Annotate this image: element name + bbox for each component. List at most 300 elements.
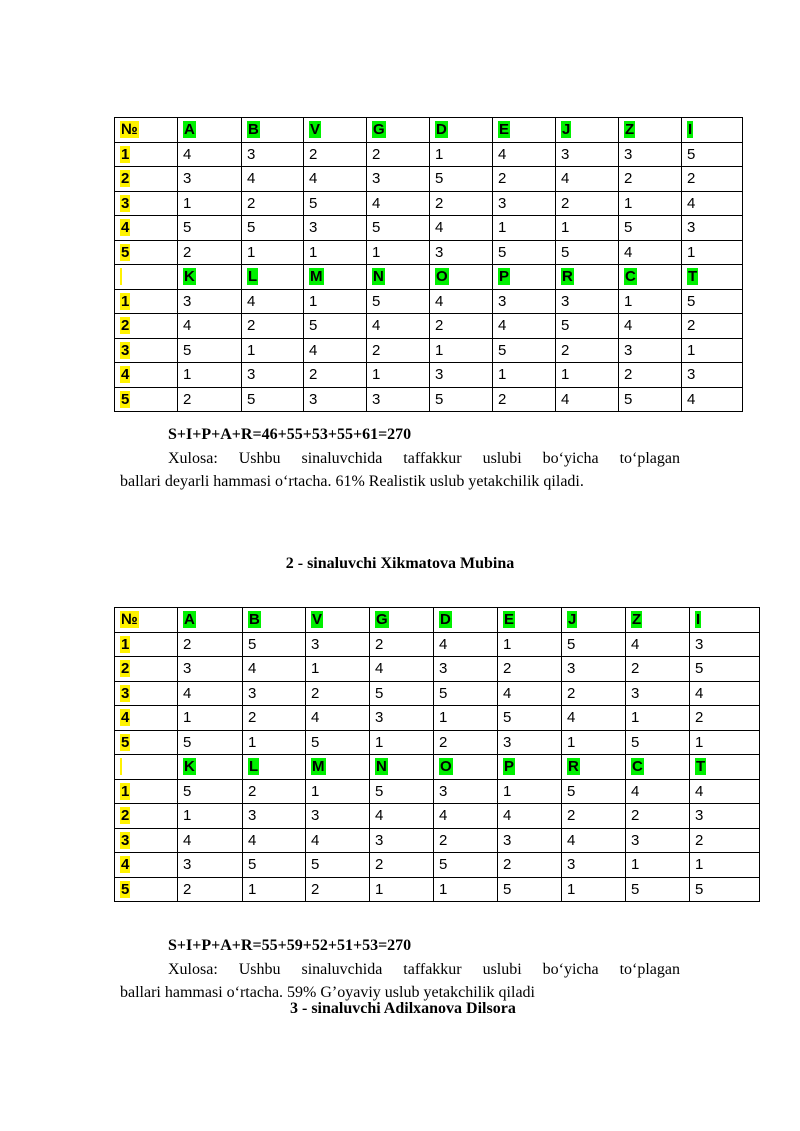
score-cell: 3	[556, 289, 619, 314]
row-number-cell	[115, 804, 178, 829]
score-cell: 1	[690, 853, 760, 878]
table-row	[115, 730, 760, 755]
column-letter: V	[310, 121, 321, 139]
score-cell: 4	[243, 828, 306, 853]
column-letter: B	[249, 611, 260, 629]
row-number-header: №	[121, 611, 138, 629]
score-cell: 1	[178, 191, 242, 216]
score-cell: 2	[556, 338, 619, 363]
score-cell: 5	[682, 289, 743, 314]
row-number-cell	[115, 828, 178, 853]
header-cell	[243, 755, 306, 780]
score-cell: 4	[556, 167, 619, 192]
row-number-cell	[115, 314, 178, 339]
score-cell: 4	[370, 804, 434, 829]
score-cell: 4	[304, 338, 367, 363]
header-cell	[556, 265, 619, 290]
column-letter: O	[440, 758, 452, 776]
score-cell: 4	[690, 779, 760, 804]
score-cell: 1	[367, 363, 430, 388]
score-cell: 2	[682, 314, 743, 339]
row-number: 4	[121, 219, 130, 237]
table-row	[115, 191, 743, 216]
conclusion-1	[120, 447, 680, 493]
table-row	[115, 167, 743, 192]
score-cell: 2	[493, 387, 556, 412]
score-cell: 3	[243, 681, 306, 706]
score-cell: 3	[430, 240, 493, 265]
score-cell: 3	[178, 167, 242, 192]
score-cell: 2	[430, 314, 493, 339]
score-cell: 3	[243, 804, 306, 829]
score-cell: 1	[370, 730, 434, 755]
score-cell: 1	[243, 877, 306, 902]
column-letter: C	[632, 758, 643, 776]
score-cell: 2	[619, 363, 682, 388]
score-cell: 2	[626, 804, 690, 829]
row-number: 2	[121, 660, 130, 678]
score-cell: 1	[619, 289, 682, 314]
row-number-cell	[115, 779, 178, 804]
row-number: 2	[121, 317, 130, 335]
row-number-cell	[115, 216, 178, 241]
score-cell: 3	[493, 289, 556, 314]
score-cell: 5	[243, 853, 306, 878]
header-cell	[178, 118, 242, 143]
score-cell: 2	[434, 730, 498, 755]
score-cell: 1	[367, 240, 430, 265]
score-cell: 4	[493, 314, 556, 339]
score-cell: 5	[619, 387, 682, 412]
score-formula-2: S+I+P+A+R=55+59+52+51+53=270	[168, 937, 412, 954]
header-cell	[306, 608, 370, 633]
header-cell	[242, 265, 304, 290]
score-cell: 4	[434, 804, 498, 829]
score-cell: 5	[243, 632, 306, 657]
score-cell: 4	[178, 681, 243, 706]
column-letter: R	[568, 758, 579, 776]
header-row	[115, 608, 760, 633]
score-cell: 4	[498, 681, 562, 706]
score-cell: 2	[367, 338, 430, 363]
row-number-header	[120, 758, 122, 775]
table-row	[115, 216, 743, 241]
score-cell: 4	[626, 632, 690, 657]
score-cell: 3	[178, 657, 243, 682]
score-cell: 4	[306, 828, 370, 853]
score-cell: 1	[178, 804, 243, 829]
score-cell: 3	[682, 363, 743, 388]
header-cell	[242, 118, 304, 143]
conclusion-1-line-2: ballari deyarli hammasi o‘rtacha. 61% Realistik uslub yetakchilik qiladi.	[120, 473, 584, 490]
score-cell: 3	[370, 828, 434, 853]
score-cell: 3	[178, 853, 243, 878]
column-letter: I	[696, 611, 701, 629]
score-cell: 1	[498, 632, 562, 657]
score-cell: 5	[434, 853, 498, 878]
score-cell: 4	[242, 289, 304, 314]
row-number-cell	[115, 240, 178, 265]
score-cell: 3	[367, 387, 430, 412]
score-cell: 1	[434, 706, 498, 731]
score-cell: 3	[619, 142, 682, 167]
score-cell: 5	[690, 657, 760, 682]
score-cell: 1	[434, 877, 498, 902]
header-cell	[498, 608, 562, 633]
score-cell: 1	[430, 338, 493, 363]
respondent-2-heading: 2 - sinaluvchi Xikmatova Mubina	[285, 555, 515, 572]
score-cell: 2	[498, 657, 562, 682]
score-cell: 1	[619, 191, 682, 216]
score-cell: 2	[690, 828, 760, 853]
table-row	[115, 387, 743, 412]
column-letter: T	[688, 268, 698, 286]
header-cell	[626, 755, 690, 780]
score-cell: 3	[367, 167, 430, 192]
row-number-cell	[115, 387, 178, 412]
column-letter: R	[562, 268, 573, 286]
header-cell	[493, 118, 556, 143]
row-number: 5	[121, 390, 130, 408]
table-row	[115, 706, 760, 731]
row-number: 5	[121, 733, 130, 751]
header-cell	[690, 755, 760, 780]
score-formula-1: S+I+P+A+R=46+55+53+55+61=270	[168, 426, 412, 443]
score-cell: 5	[434, 681, 498, 706]
score-cell: 5	[562, 632, 626, 657]
score-cell: 3	[498, 828, 562, 853]
score-cell: 4	[304, 167, 367, 192]
column-letter: P	[499, 268, 510, 286]
score-cell: 2	[690, 706, 760, 731]
column-letter: L	[248, 268, 258, 286]
row-number-header	[120, 268, 122, 285]
score-cell: 4	[178, 142, 242, 167]
row-number: 1	[121, 292, 130, 310]
score-cell: 2	[493, 167, 556, 192]
column-letter: G	[376, 611, 388, 629]
conclusion-1-line-1: Xulosa: Ushbu sinaluvchida taffakkur uslubi bo‘yicha to‘plagan	[168, 450, 680, 467]
column-letter: K	[184, 268, 195, 286]
score-cell: 4	[493, 142, 556, 167]
column-letter: A	[184, 611, 195, 629]
score-cell: 1	[370, 877, 434, 902]
score-cell: 2	[306, 681, 370, 706]
score-cell: 5	[367, 216, 430, 241]
score-cell: 1	[493, 216, 556, 241]
row-number: 5	[121, 880, 130, 898]
column-letter: P	[504, 758, 515, 776]
score-cell: 1	[626, 853, 690, 878]
header-cell	[367, 118, 430, 143]
table-row	[115, 338, 743, 363]
table-row	[115, 681, 760, 706]
score-cell: 3	[430, 363, 493, 388]
score-cell: 3	[556, 142, 619, 167]
score-cell: 3	[562, 853, 626, 878]
score-cell: 1	[178, 363, 242, 388]
score-cell: 4	[682, 191, 743, 216]
score-cell: 5	[304, 314, 367, 339]
score-cell: 4	[562, 828, 626, 853]
score-cell: 3	[626, 828, 690, 853]
header-cell	[178, 265, 242, 290]
conclusion-2-line-1: Xulosa: Ushbu sinaluvchida taffakkur uslubi bo‘yicha to‘plagan	[168, 961, 680, 978]
row-number-cell	[115, 363, 178, 388]
score-cell: 3	[178, 289, 242, 314]
score-cell: 5	[626, 877, 690, 902]
score-cell: 2	[367, 142, 430, 167]
row-number-cell	[115, 730, 178, 755]
score-cell: 3	[690, 632, 760, 657]
row-number-header: №	[121, 121, 138, 139]
column-letter: B	[248, 121, 259, 139]
header-cell	[304, 265, 367, 290]
header-cell	[115, 265, 178, 290]
table-row	[115, 828, 760, 853]
score-cell: 3	[562, 657, 626, 682]
score-cell: 3	[242, 142, 304, 167]
score-cell: 2	[178, 387, 242, 412]
score-cell: 5	[556, 314, 619, 339]
score-cell: 5	[430, 387, 493, 412]
header-cell	[562, 755, 626, 780]
score-cell: 5	[619, 216, 682, 241]
score-cell: 5	[178, 730, 243, 755]
conclusion-2	[120, 958, 680, 1004]
row-number-cell	[115, 289, 178, 314]
row-number: 3	[121, 684, 130, 702]
score-cell: 4	[243, 657, 306, 682]
score-cell: 1	[690, 730, 760, 755]
score-cell: 4	[434, 632, 498, 657]
column-letter: V	[312, 611, 323, 629]
header-cell	[115, 608, 178, 633]
header-cell	[304, 118, 367, 143]
score-cell: 5	[178, 779, 243, 804]
row-number-cell	[115, 632, 178, 657]
header-cell	[115, 755, 178, 780]
table-row	[115, 877, 760, 902]
header-cell	[682, 118, 743, 143]
row-number-cell	[115, 681, 178, 706]
score-cell: 2	[562, 804, 626, 829]
score-cell: 2	[562, 681, 626, 706]
score-cell: 3	[306, 804, 370, 829]
header-cell	[306, 755, 370, 780]
column-letter: J	[568, 611, 577, 629]
table-row	[115, 853, 760, 878]
row-number: 4	[121, 709, 130, 727]
row-number: 2	[121, 807, 130, 825]
score-cell: 1	[306, 779, 370, 804]
score-cell: 1	[304, 289, 367, 314]
score-cell: 3	[434, 657, 498, 682]
score-cell: 5	[556, 240, 619, 265]
score-cell: 4	[367, 314, 430, 339]
score-cell: 2	[242, 314, 304, 339]
header-row	[115, 265, 743, 290]
score-cell: 4	[498, 804, 562, 829]
score-cell: 5	[306, 853, 370, 878]
header-cell	[243, 608, 306, 633]
score-cell: 1	[242, 338, 304, 363]
column-letter: Z	[632, 611, 642, 629]
table-row	[115, 289, 743, 314]
score-cell: 2	[242, 191, 304, 216]
score-cell: 5	[682, 142, 743, 167]
header-cell	[493, 265, 556, 290]
column-letter: M	[312, 758, 325, 776]
row-number: 1	[121, 635, 130, 653]
score-cell: 5	[370, 779, 434, 804]
score-cell: 1	[626, 706, 690, 731]
score-cell: 3	[682, 216, 743, 241]
column-letter: L	[249, 758, 259, 776]
score-cell: 2	[178, 240, 242, 265]
score-cell: 5	[367, 289, 430, 314]
column-letter: T	[696, 758, 706, 776]
score-cell: 3	[493, 191, 556, 216]
score-cell: 3	[304, 387, 367, 412]
score-cell: 4	[178, 314, 242, 339]
scores-table-2	[114, 607, 760, 902]
score-cell: 2	[306, 877, 370, 902]
row-number-cell	[115, 338, 178, 363]
column-letter: Z	[625, 121, 635, 139]
column-letter: G	[373, 121, 385, 139]
score-cell: 4	[370, 657, 434, 682]
score-cell: 4	[619, 314, 682, 339]
header-cell	[367, 265, 430, 290]
score-cell: 3	[242, 363, 304, 388]
score-cell: 1	[178, 706, 243, 731]
column-letter: M	[310, 268, 323, 286]
score-cell: 2	[556, 191, 619, 216]
score-cell: 2	[619, 167, 682, 192]
score-cell: 2	[304, 142, 367, 167]
row-number: 4	[121, 366, 130, 384]
score-cell: 2	[178, 877, 243, 902]
header-cell	[498, 755, 562, 780]
score-cell: 4	[430, 289, 493, 314]
row-number-cell	[115, 706, 178, 731]
row-number-cell	[115, 142, 178, 167]
score-cell: 4	[690, 681, 760, 706]
header-cell	[626, 608, 690, 633]
score-cell: 1	[242, 240, 304, 265]
header-cell	[115, 118, 178, 143]
score-cell: 5	[498, 877, 562, 902]
score-cell: 5	[178, 338, 242, 363]
score-cell: 4	[430, 216, 493, 241]
score-cell: 4	[562, 706, 626, 731]
row-number-cell	[115, 191, 178, 216]
header-cell	[370, 608, 434, 633]
score-cell: 1	[682, 338, 743, 363]
score-cell: 2	[243, 706, 306, 731]
column-letter: E	[504, 611, 515, 629]
row-number: 3	[121, 194, 130, 212]
header-cell	[370, 755, 434, 780]
header-cell	[556, 118, 619, 143]
score-cell: 5	[493, 338, 556, 363]
score-cell: 1	[682, 240, 743, 265]
score-cell: 2	[370, 632, 434, 657]
header-cell	[682, 265, 743, 290]
row-number: 1	[121, 145, 130, 163]
header-cell	[619, 118, 682, 143]
score-cell: 3	[498, 730, 562, 755]
score-cell: 1	[562, 730, 626, 755]
score-cell: 5	[493, 240, 556, 265]
table-row	[115, 314, 743, 339]
column-letter: I	[688, 121, 693, 139]
column-letter: J	[562, 121, 571, 139]
column-letter: D	[440, 611, 451, 629]
score-cell: 4	[682, 387, 743, 412]
table-row	[115, 657, 760, 682]
row-number-cell	[115, 877, 178, 902]
column-letter: C	[625, 268, 636, 286]
column-letter: A	[184, 121, 195, 139]
score-cell: 5	[178, 216, 242, 241]
score-cell: 2	[498, 853, 562, 878]
row-number: 5	[121, 243, 130, 261]
score-cell: 3	[626, 681, 690, 706]
conclusion-2-line-2: ballari hammasi o‘rtacha. 59% G’oyaviy uslub yetakchilik qiladi	[120, 984, 535, 1001]
score-cell: 3	[306, 632, 370, 657]
score-cell: 1	[304, 240, 367, 265]
score-cell: 1	[493, 363, 556, 388]
header-cell	[562, 608, 626, 633]
column-letter: N	[373, 268, 384, 286]
header-cell	[178, 608, 243, 633]
column-letter: E	[499, 121, 510, 139]
row-number: 2	[121, 170, 130, 188]
score-cell: 5	[306, 730, 370, 755]
score-cell: 3	[304, 216, 367, 241]
table-row	[115, 363, 743, 388]
row-number-cell	[115, 167, 178, 192]
score-cell: 3	[619, 338, 682, 363]
score-cell: 5	[498, 706, 562, 731]
score-cell: 4	[626, 779, 690, 804]
score-cell: 2	[178, 632, 243, 657]
table-row	[115, 632, 760, 657]
score-cell: 4	[367, 191, 430, 216]
score-cell: 2	[304, 363, 367, 388]
score-cell: 2	[243, 779, 306, 804]
score-cell: 5	[242, 216, 304, 241]
score-cell: 5	[430, 167, 493, 192]
header-cell	[430, 265, 493, 290]
row-number: 4	[121, 856, 130, 874]
table-row	[115, 779, 760, 804]
score-cell: 5	[626, 730, 690, 755]
header-cell	[430, 118, 493, 143]
score-cell: 4	[178, 828, 243, 853]
header-row	[115, 118, 743, 143]
header-row	[115, 755, 760, 780]
score-cell: 1	[243, 730, 306, 755]
score-cell: 5	[690, 877, 760, 902]
score-cell: 5	[242, 387, 304, 412]
score-cell: 4	[619, 240, 682, 265]
score-cell: 1	[498, 779, 562, 804]
score-cell: 1	[556, 363, 619, 388]
score-cell: 3	[370, 706, 434, 731]
